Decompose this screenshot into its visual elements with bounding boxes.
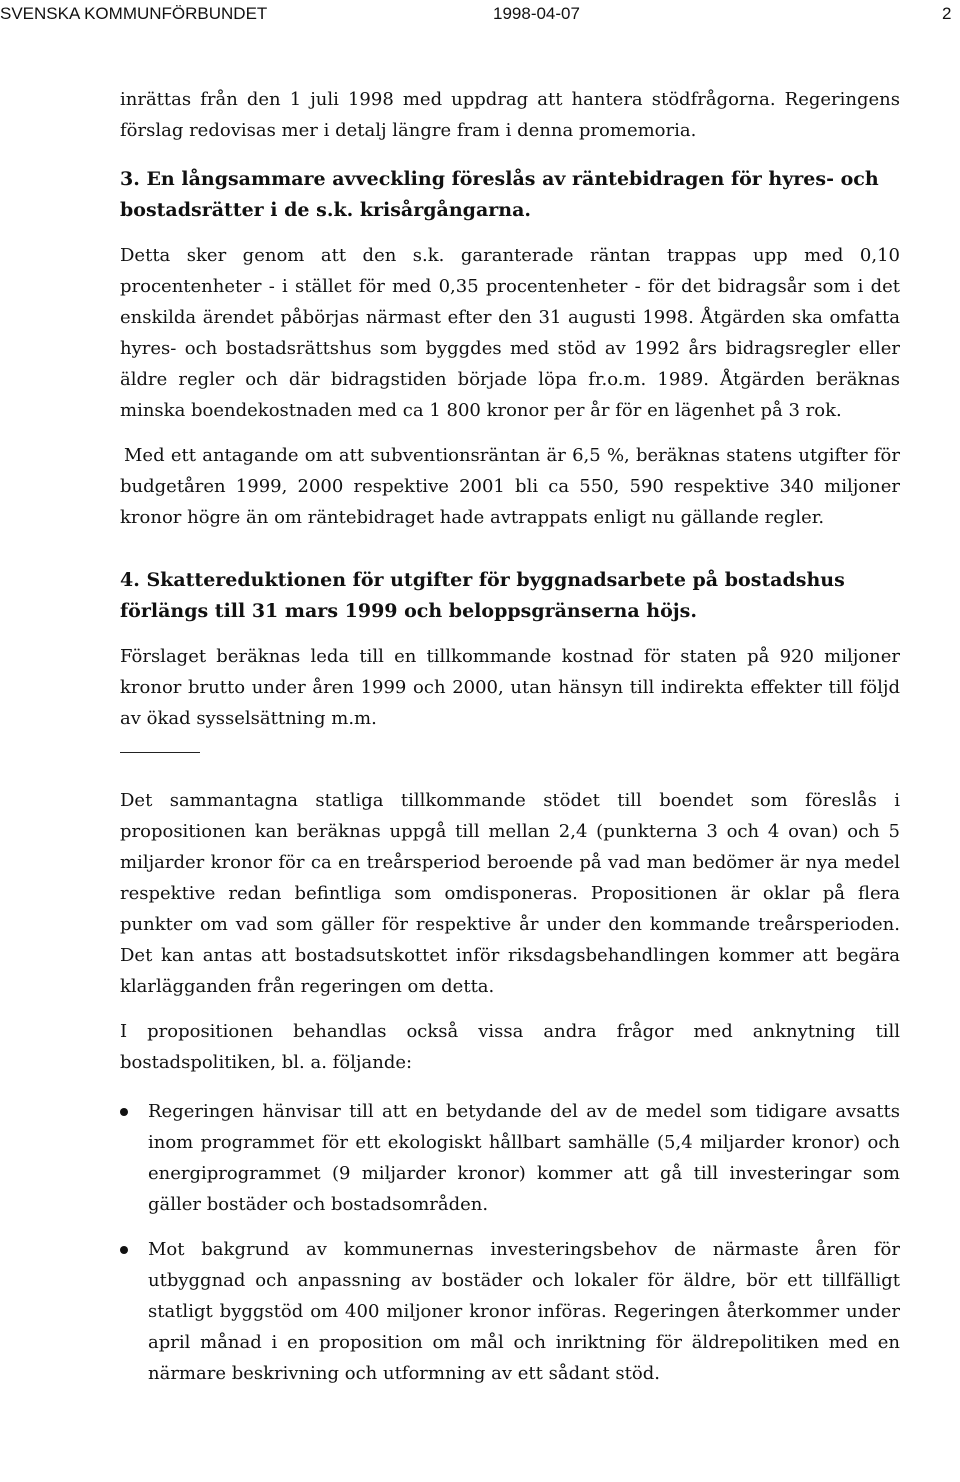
other-questions-intro: I propositionen behandlas också vissa andra frågor med anknytning till bostadspolitiken, bl. a. följande: (120, 1021, 900, 1073)
page-header (0, 0, 960, 30)
bullet-icon (120, 1246, 128, 1254)
section-3-paragraph-2: Med ett antagande om att subventionsräntan är 6,5 %, beräknas statens utgifter för budgetåren 1999, 2000 respektive 2001 bli ca 550, 590 respektive 340 miljoner kronor högre än om räntebidraget hade avtrappats enligt nu gällande regler. (120, 445, 900, 528)
document-body (120, 84, 900, 1389)
list-item (120, 1234, 900, 1389)
organization-name: SVENSKA KOMMUNFÖRBUNDET (0, 4, 268, 23)
list-item (120, 1096, 900, 1220)
section-4-heading: 4. Skattereduktionen för utgifter för byggnadsarbete på bostadshus förlängs till 31 mars 1999 och beloppsgränserna höjs. (120, 569, 845, 622)
list-item-text: Mot bakgrund av kommunernas investeringsbehov de närmaste åren för utbyggnad och anpassning av bostäder och lokaler för äldre, bör ett tillfälligt statligt byggstöd om 400 miljoner kronor införas. Regeringen återkommer under april månad i en proposition om mål och inriktning för äldrepolitiken med en närmare beskrivning och utformning av ett sådant stöd. (148, 1239, 900, 1384)
section-3-heading: 3. En långsammare avveckling föreslås av räntebidragen för hyres- och bostadsrätter i de s.k. krisårgångarna. (120, 168, 879, 221)
document-date: 1998-04-07 (493, 4, 580, 23)
bullet-icon (120, 1108, 128, 1116)
bullet-list (120, 1096, 900, 1389)
section-4-paragraph: Förslaget beräknas leda till en tillkommande kostnad för staten på 920 miljoner kronor brutto under åren 1999 och 2000, utan hänsyn till indirekta effekter till följd av ökad sysselsättning m.m. (120, 646, 900, 729)
list-item-text: Regeringen hänvisar till att en betydande del av de medel som tidigare avsatts inom programmet för ett ekologiskt hållbart samhälle (5,4 miljarder kronor) och energiprogrammet (9 miljarder kronor) kommer att gå till investeringar som gäller bostäder och bostadsområden. (148, 1101, 900, 1215)
summary-paragraph: Det sammantagna statliga tillkommande stödet till boendet som föreslås i propositionen kan beräknas uppgå till mellan 2,4 (punkterna 3 och 4 ovan) och 5 miljarder kronor för ca en treårsperiod beroende på vad man bedömer är nya medel respektive redan befintliga som omdisponeras. Propositionen är oklar på flera punkter om vad som gäller för respektive år under den kommande treårsperioden. Det kan antas att bostadsutskottet inför riksdagsbehandlingen kommer att begära klarlägganden från regeringen om detta. (120, 790, 900, 997)
intro-paragraph: inrättas från den 1 juli 1998 med uppdrag att hantera stödfrågorna. Regeringens förslag redovisas mer i detalj längre fram i denna promemoria. (120, 89, 900, 141)
page-number: 2 (942, 4, 952, 23)
section-3-paragraph-1: Detta sker genom att den s.k. garanterade räntan trappas upp med 0,10 procentenheter - i stället för med 0,35 procentenheter - för det bidragsår som i det enskilda ärendet påbörjas närmast efter den 31 augusti 1998. Åtgärden ska omfatta hyres- och bostadsrättshus som byggdes med stöd av 1992 års bidragsregler eller äldre regler och där bidragstiden började löpa fr.o.m. 1989. Åtgärden beräknas minska boendekostnaden med ca 1 800 kronor per år för en lägenhet på 3 rok. (120, 245, 900, 421)
